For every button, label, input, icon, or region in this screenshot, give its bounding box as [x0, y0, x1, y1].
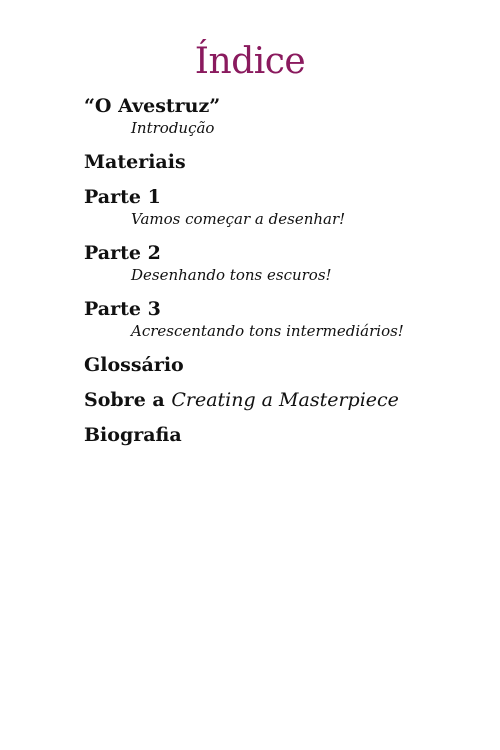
toc-entry-title: Materiais	[84, 151, 186, 173]
toc-entry-sobre[interactable]	[84, 388, 484, 412]
toc-entry-glossario[interactable]	[84, 353, 484, 377]
toc-entry-title: “O Avestruz”	[84, 95, 221, 117]
table-of-contents	[84, 94, 484, 458]
toc-entry-materiais[interactable]	[84, 150, 484, 174]
page-title: Índice	[194, 41, 306, 82]
toc-entry-title: Parte 3	[84, 298, 161, 320]
toc-entry-subtitle: Desenhando tons escuros!	[131, 266, 332, 284]
toc-entry-title	[84, 388, 484, 412]
toc-entry-title: Biografia	[84, 424, 182, 446]
toc-entry-introducao[interactable]	[84, 94, 484, 138]
toc-entry-subtitle: Introdução	[131, 119, 215, 137]
toc-entry-title: Parte 1	[84, 186, 161, 208]
toc-entry-biografia[interactable]	[84, 423, 484, 447]
toc-entry-title: Glossário	[84, 354, 184, 376]
toc-entry-subtitle: Acrescentando tons intermediários!	[131, 322, 404, 340]
toc-entry-title-lead: Sobre a	[84, 389, 165, 411]
toc-entry-title: Parte 2	[84, 242, 161, 264]
toc-entry-subtitle: Vamos começar a desenhar!	[131, 210, 346, 228]
toc-entry-parte-1[interactable]	[84, 185, 484, 229]
toc-entry-title-italic: Creating a Masterpiece	[171, 389, 399, 411]
toc-entry-parte-2[interactable]	[84, 241, 484, 285]
toc-entry-parte-3[interactable]	[84, 297, 484, 341]
